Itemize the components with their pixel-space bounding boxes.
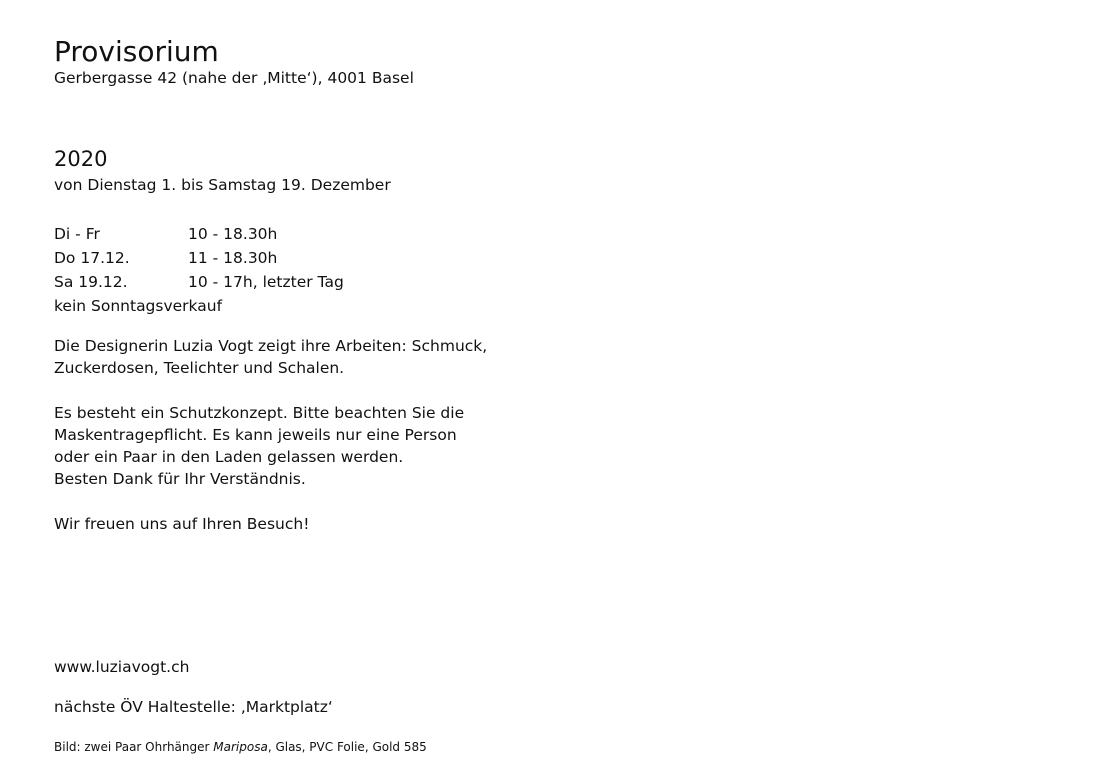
closing-text: Wir freuen uns auf Ihren Besuch! (54, 515, 310, 533)
hours-row (54, 270, 344, 294)
hours-day: Di - Fr (54, 225, 100, 243)
hours-row (54, 222, 344, 246)
caption-suffix: , Glas, PVC Folie, Gold 585 (267, 740, 427, 754)
website-link[interactable]: www.luziavogt.ch (54, 658, 190, 676)
notice-line: Es besteht ein Schutzkonzept. Bitte beachten Sie die (54, 404, 465, 422)
hours-time: 10 - 18.30h (188, 225, 278, 243)
event-dates: von Dienstag 1. bis Samstag 19. Dezember (54, 176, 391, 194)
notice-paragraph (54, 402, 534, 490)
transit-info: nächste ÖV Haltestelle: ‚Marktplatz‘ (54, 698, 333, 716)
notice-line: Besten Dank für Ihr Verständnis. (54, 470, 306, 488)
description-line: Die Designerin Luzia Vogt zeigt ihre Arbeiten: Schmuck, (54, 337, 488, 355)
caption-prefix: Bild: zwei Paar Ohrhänger (54, 740, 214, 754)
event-year: 2020 (54, 147, 108, 171)
description-paragraph (54, 335, 534, 379)
image-caption (54, 738, 427, 756)
hours-day: Sa 19.12. (54, 273, 128, 291)
no-sunday-note: kein Sonntagsverkauf (54, 297, 223, 315)
hours-time: 10 - 17h, letzter Tag (188, 273, 344, 291)
notice-line: Maskentragepflicht. Es kann jeweils nur eine Person (54, 426, 457, 444)
address: Gerbergasse 42 (nahe der ‚Mitte‘), 4001 Basel (54, 69, 414, 87)
opening-hours (54, 222, 344, 318)
description-line: Zuckerdosen, Teelichter und Schalen. (54, 359, 345, 377)
page-title: Provisorium (54, 35, 219, 68)
caption-product-name: Mariposa (213, 740, 268, 754)
notice-line: oder ein Paar in den Laden gelassen werden. (54, 448, 404, 466)
hours-time: 11 - 18.30h (188, 249, 278, 267)
hours-day: Do 17.12. (54, 249, 130, 267)
hours-row (54, 246, 344, 270)
